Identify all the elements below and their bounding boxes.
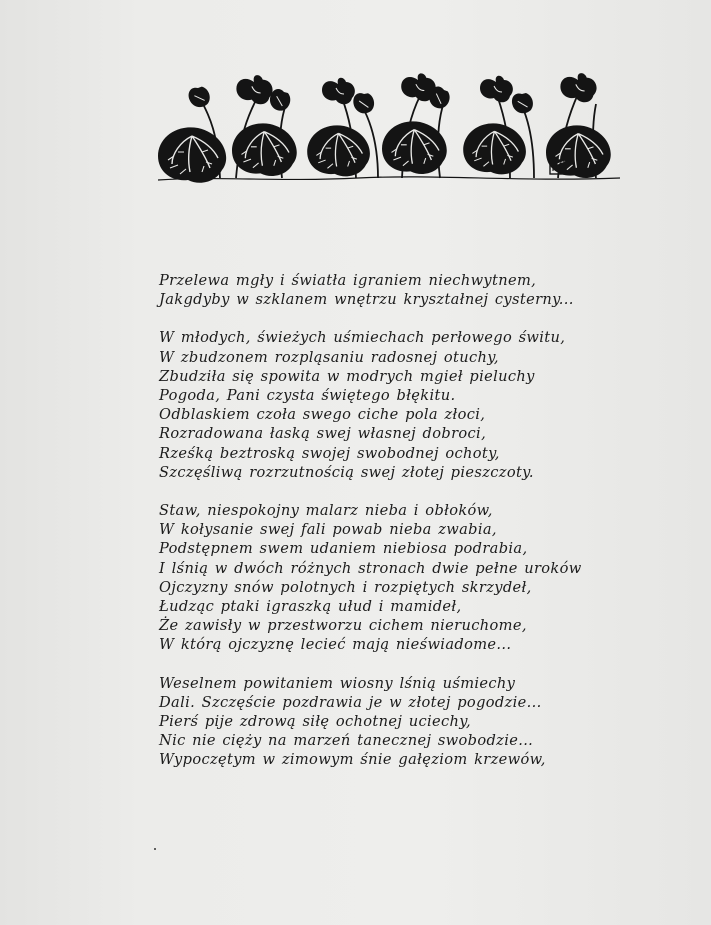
poem-line: W kołysanie swej fali powab nieba zwabia, <box>159 521 497 539</box>
poem-line: W młodych, świeżych uśmiechach perłowego świtu, <box>159 329 566 347</box>
ink-speck <box>154 848 156 850</box>
poem-line: Rześką beztroską swojej swobodnej ochoty, <box>159 444 500 462</box>
poem-line: Wypoczętym w zimowym śnie gałęziom krzewów, <box>159 751 546 769</box>
poem-line: Podstępnem swem udaniem niebiosa podrabia, <box>159 540 528 558</box>
poem-line: Zbudziła się spowita w modrych mgieł pieluchy <box>159 367 535 385</box>
poem-line: Ojczyzny snów polotnych i rozpiętych skrzydeł, <box>159 578 532 596</box>
poem-line: Nic nie cięży na marzeń tanecznej swobodzie... <box>159 732 534 750</box>
poem-line: Staw, niespokojny malarz nieba i obłoków, <box>159 502 493 520</box>
poem-line: Rozradowana łaską swej własnej dobroci, <box>159 425 487 443</box>
poem-line: Łudząc ptaki igraszką ułud i mamideł, <box>159 598 462 616</box>
poem <box>159 271 619 770</box>
poem-line: Szczęśliwą rozrzutnością swej złotej pieszczoty. <box>159 463 534 481</box>
stanza-4 <box>159 674 619 770</box>
poem-line: Odblaskiem czoła swego ciche pola złoci, <box>159 406 486 424</box>
poem-line: Dali. Szczęście pozdrawia je w złotej pogodzie... <box>159 693 542 711</box>
poem-line: W zbudzonem rozpląsaniu radosnej otuchy, <box>159 348 499 366</box>
poem-line: Pogoda, Pani czysta świętego błękitu. <box>159 387 456 405</box>
stanza-3 <box>159 501 619 655</box>
poem-line: Pierś pije zdrową siłę ochotnej uciechy, <box>159 713 471 731</box>
stanza-2 <box>159 328 619 482</box>
violet-flowers-icon <box>158 72 620 186</box>
poem-line: Jakgdyby w szklanem wnętrzu kryształnej cysterny... <box>159 291 574 309</box>
poem-line: Przelewa mgły i światła igraniem niechwytnem, <box>159 272 537 289</box>
poem-line: Że zawisły w przestworzu cichem nieruchome, <box>159 617 527 635</box>
stanza-1 <box>159 271 619 309</box>
poem-line: W którą ojczyznę lecieć mają nieświadome... <box>159 636 512 654</box>
poem-line: Weselnem powitaniem wiosny lśnią uśmiechy <box>159 674 516 692</box>
poem-line: I lśnią w dwóch różnych stronach dwie pełne uroków <box>159 559 582 577</box>
